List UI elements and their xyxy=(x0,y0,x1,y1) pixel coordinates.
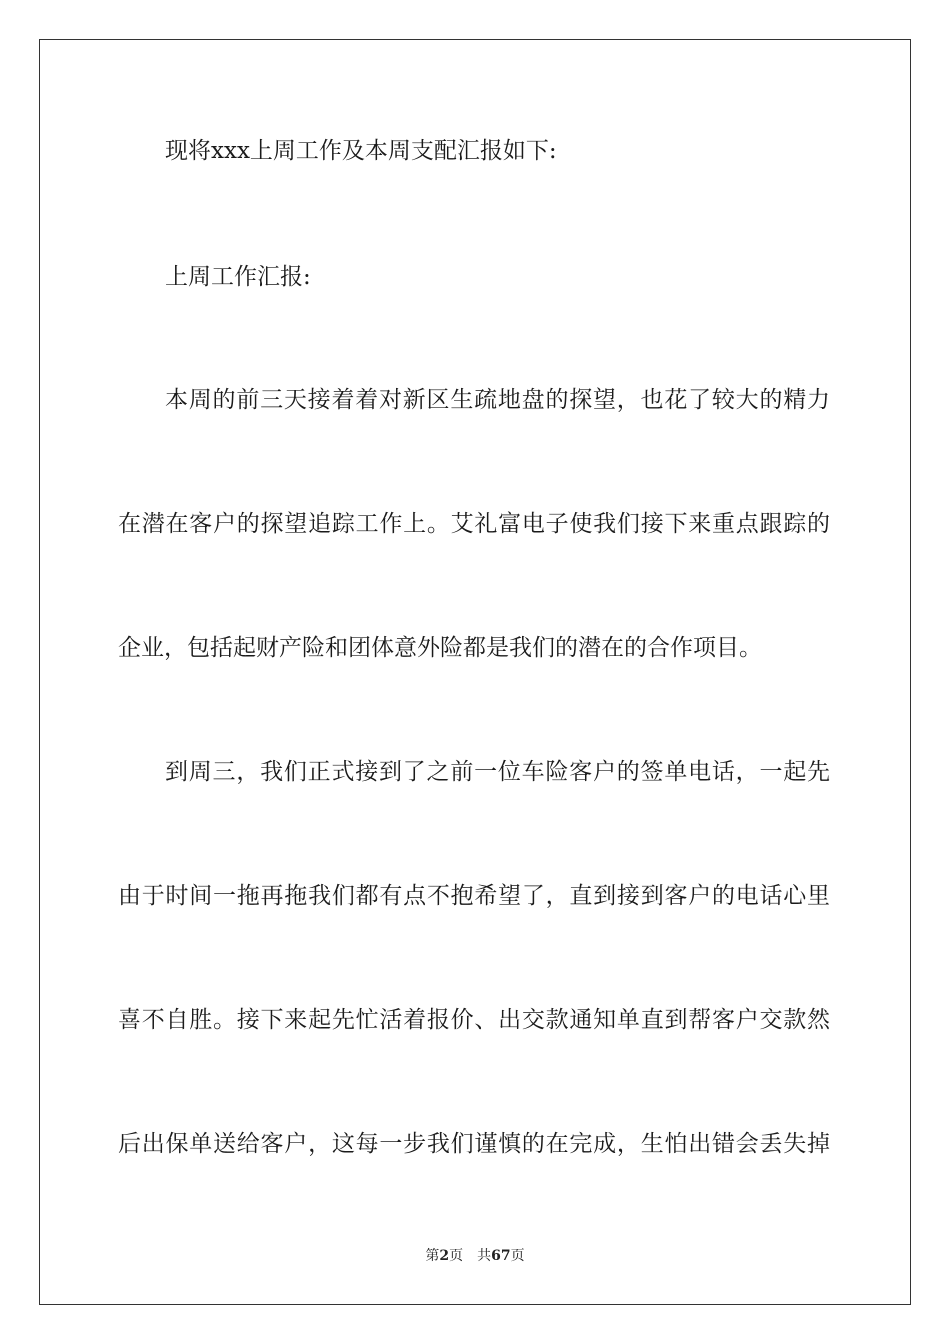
total-pages: 67 xyxy=(491,1248,511,1264)
paragraph-line: 到周三，我们正式接到了之前一位车险客户的签单电话，一起先 xyxy=(165,759,830,785)
total-suffix: 页 xyxy=(510,1248,525,1264)
paragraph-line: 喜不自胜。接下来起先忙活着报价、出交款通知单直到帮客户交款然 xyxy=(118,1007,830,1033)
page-border xyxy=(39,39,911,1305)
total-prefix: 共 xyxy=(477,1248,492,1264)
paragraph-line: 企业，包括起财产险和团体意外险都是我们的潜在的合作项目。 xyxy=(118,635,762,661)
paragraph-line: 本周的前三天接着着对新区生疏地盘的探望，也花了较大的精力 xyxy=(165,387,830,413)
paragraph-line: 在潜在客户的探望追踪工作上。艾礼富电子使我们接下来重点跟踪的 xyxy=(118,511,830,537)
paragraph-line: 后出保单送给客户，这每一步我们谨慎的在完成，生怕出错会丢失掉 xyxy=(118,1131,830,1157)
page-suffix: 页 xyxy=(449,1248,464,1264)
page-footer xyxy=(0,1246,950,1266)
paragraph-line: 由于时间一拖再拖我们都有点不抱希望了，直到接到客户的电话心里 xyxy=(118,883,830,909)
section-heading-last-week: 上周工作汇报: xyxy=(165,264,311,290)
page-number: 2 xyxy=(439,1248,450,1264)
paragraph-intro: 现将xxx上周工作及本周支配汇报如下: xyxy=(165,138,557,164)
page-prefix: 第 xyxy=(425,1248,440,1264)
